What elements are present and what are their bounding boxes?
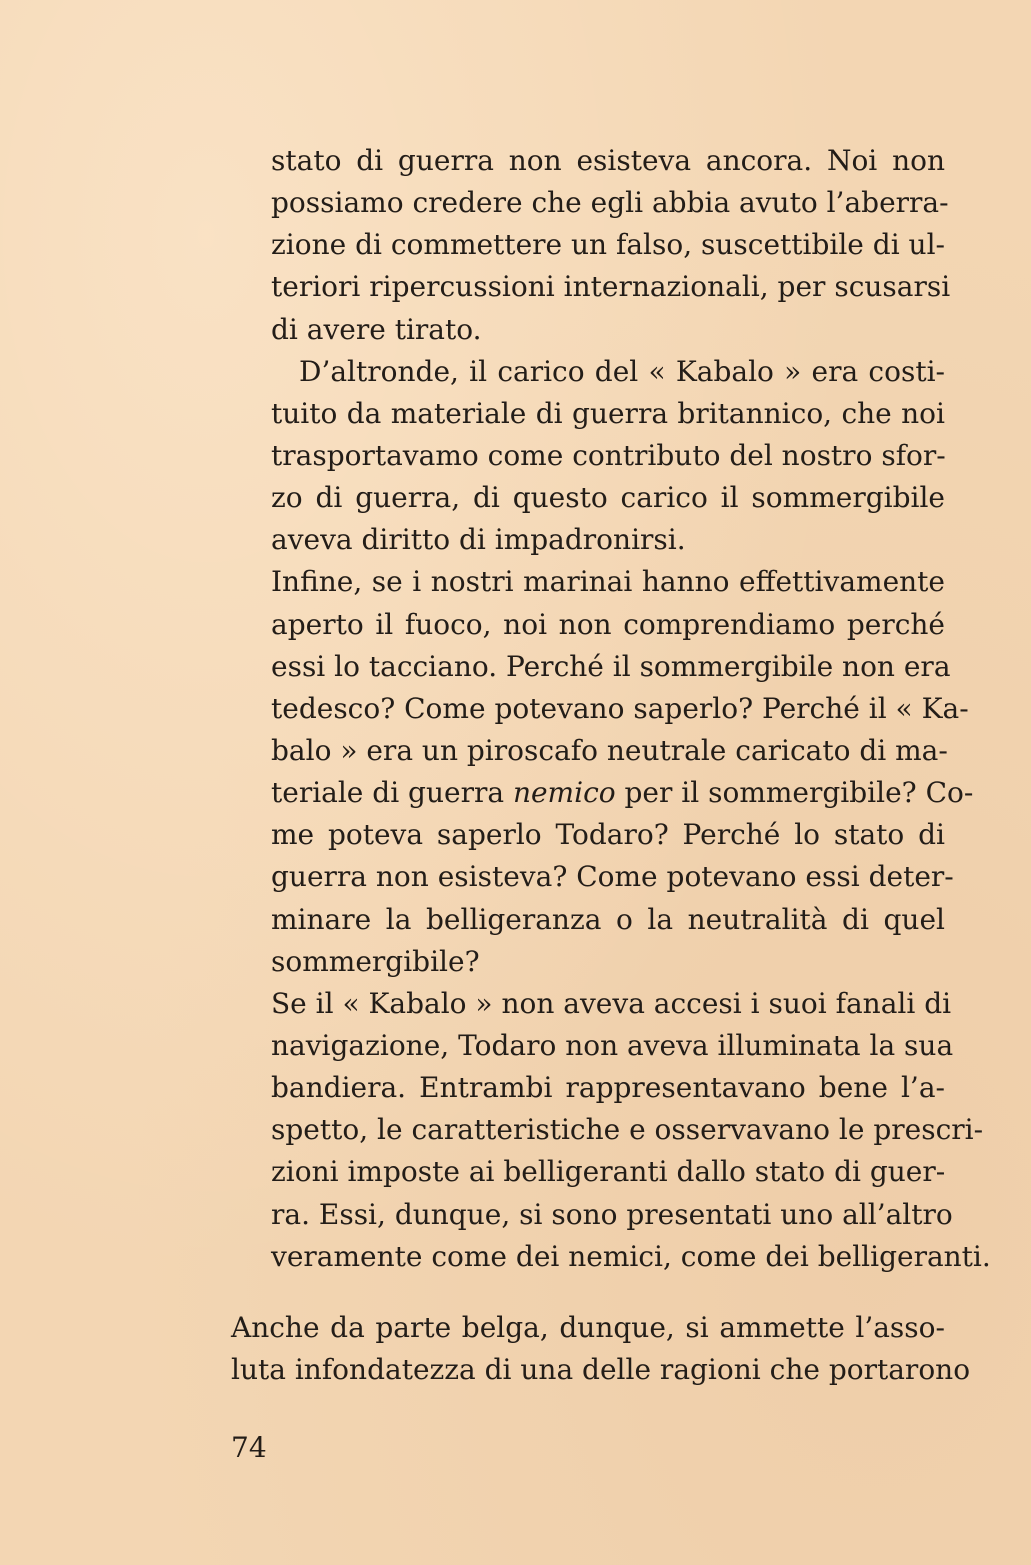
text-line: balo » era un piroscafo neutrale caricato di ma- [271, 733, 948, 767]
text-line: luta infondatezza di una delle ragioni che portarono [231, 1353, 971, 1387]
text-line: zo di guerra, di questo carico il sommergibile [271, 481, 945, 515]
text-line: possiamo credere che egli abbia avuto l’aberra- [271, 186, 949, 220]
text-line: tuito da materiale di guerra britannico, che noi [271, 396, 945, 430]
text-line: zioni imposte ai belligeranti dallo stato di guer- [271, 1155, 946, 1189]
text-line: Se il « Kabalo » non aveva accesi i suoi fanali di [271, 986, 952, 1020]
text-line: ra. Essi, dunque, si sono presentati uno all’altro [271, 1197, 953, 1231]
text-line: zione di commettere un falso, suscettibile di ul- [271, 228, 946, 262]
text-line: spetto, le caratteristiche e osservavano le prescri- [271, 1113, 984, 1147]
text-line: essi lo tacciano. Perché il sommergibile non era [271, 649, 951, 683]
text-line: minare la belligeranza o la neutralità di quel [271, 902, 945, 936]
text-line: D’altronde, il carico del « Kabalo » era costi- [299, 354, 945, 388]
text-line: trasportavamo come contributo del nostro sfor- [271, 438, 946, 472]
text-line: tedesco? Come potevano saperlo? Perché il « Ka- [271, 691, 969, 725]
quoted-passage [271, 140, 991, 1278]
text-line: Anche da parte belga, dunque, si ammette l’asso- [231, 1311, 945, 1344]
page-number: 74 [231, 1431, 267, 1464]
text-line: teriale di guerra nemico per il sommergibile? Co- [271, 776, 974, 810]
text-line: Infine, se i nostri marinai hanno effettivamente [271, 565, 945, 599]
text-line: sommergibile? [271, 944, 480, 978]
text-line: navigazione, Todaro non aveva illuminata la sua [271, 1028, 954, 1062]
text-line: teriori ripercussioni internazionali, per scusarsi [271, 270, 951, 304]
text-line: aperto il fuoco, noi non comprendiamo perché [271, 607, 945, 641]
text-line: stato di guerra non esisteva ancora. Noi non [271, 144, 945, 177]
text-line: aveva diritto di impadronirsi. [271, 523, 686, 557]
text-line: di avere tirato. [271, 312, 482, 346]
text-line: guerra non esisteva? Come potevano essi deter- [271, 860, 954, 894]
emphasized-word: nemico [512, 776, 616, 810]
text-line: bandiera. Entrambi rappresentavano bene l’a- [271, 1071, 945, 1105]
text-line: veramente come dei nemici, come dei belligeranti. [271, 1239, 991, 1273]
text-line: me poteva saperlo Todaro? Perché lo stato di [271, 818, 945, 852]
body-paragraph [231, 1307, 971, 1391]
